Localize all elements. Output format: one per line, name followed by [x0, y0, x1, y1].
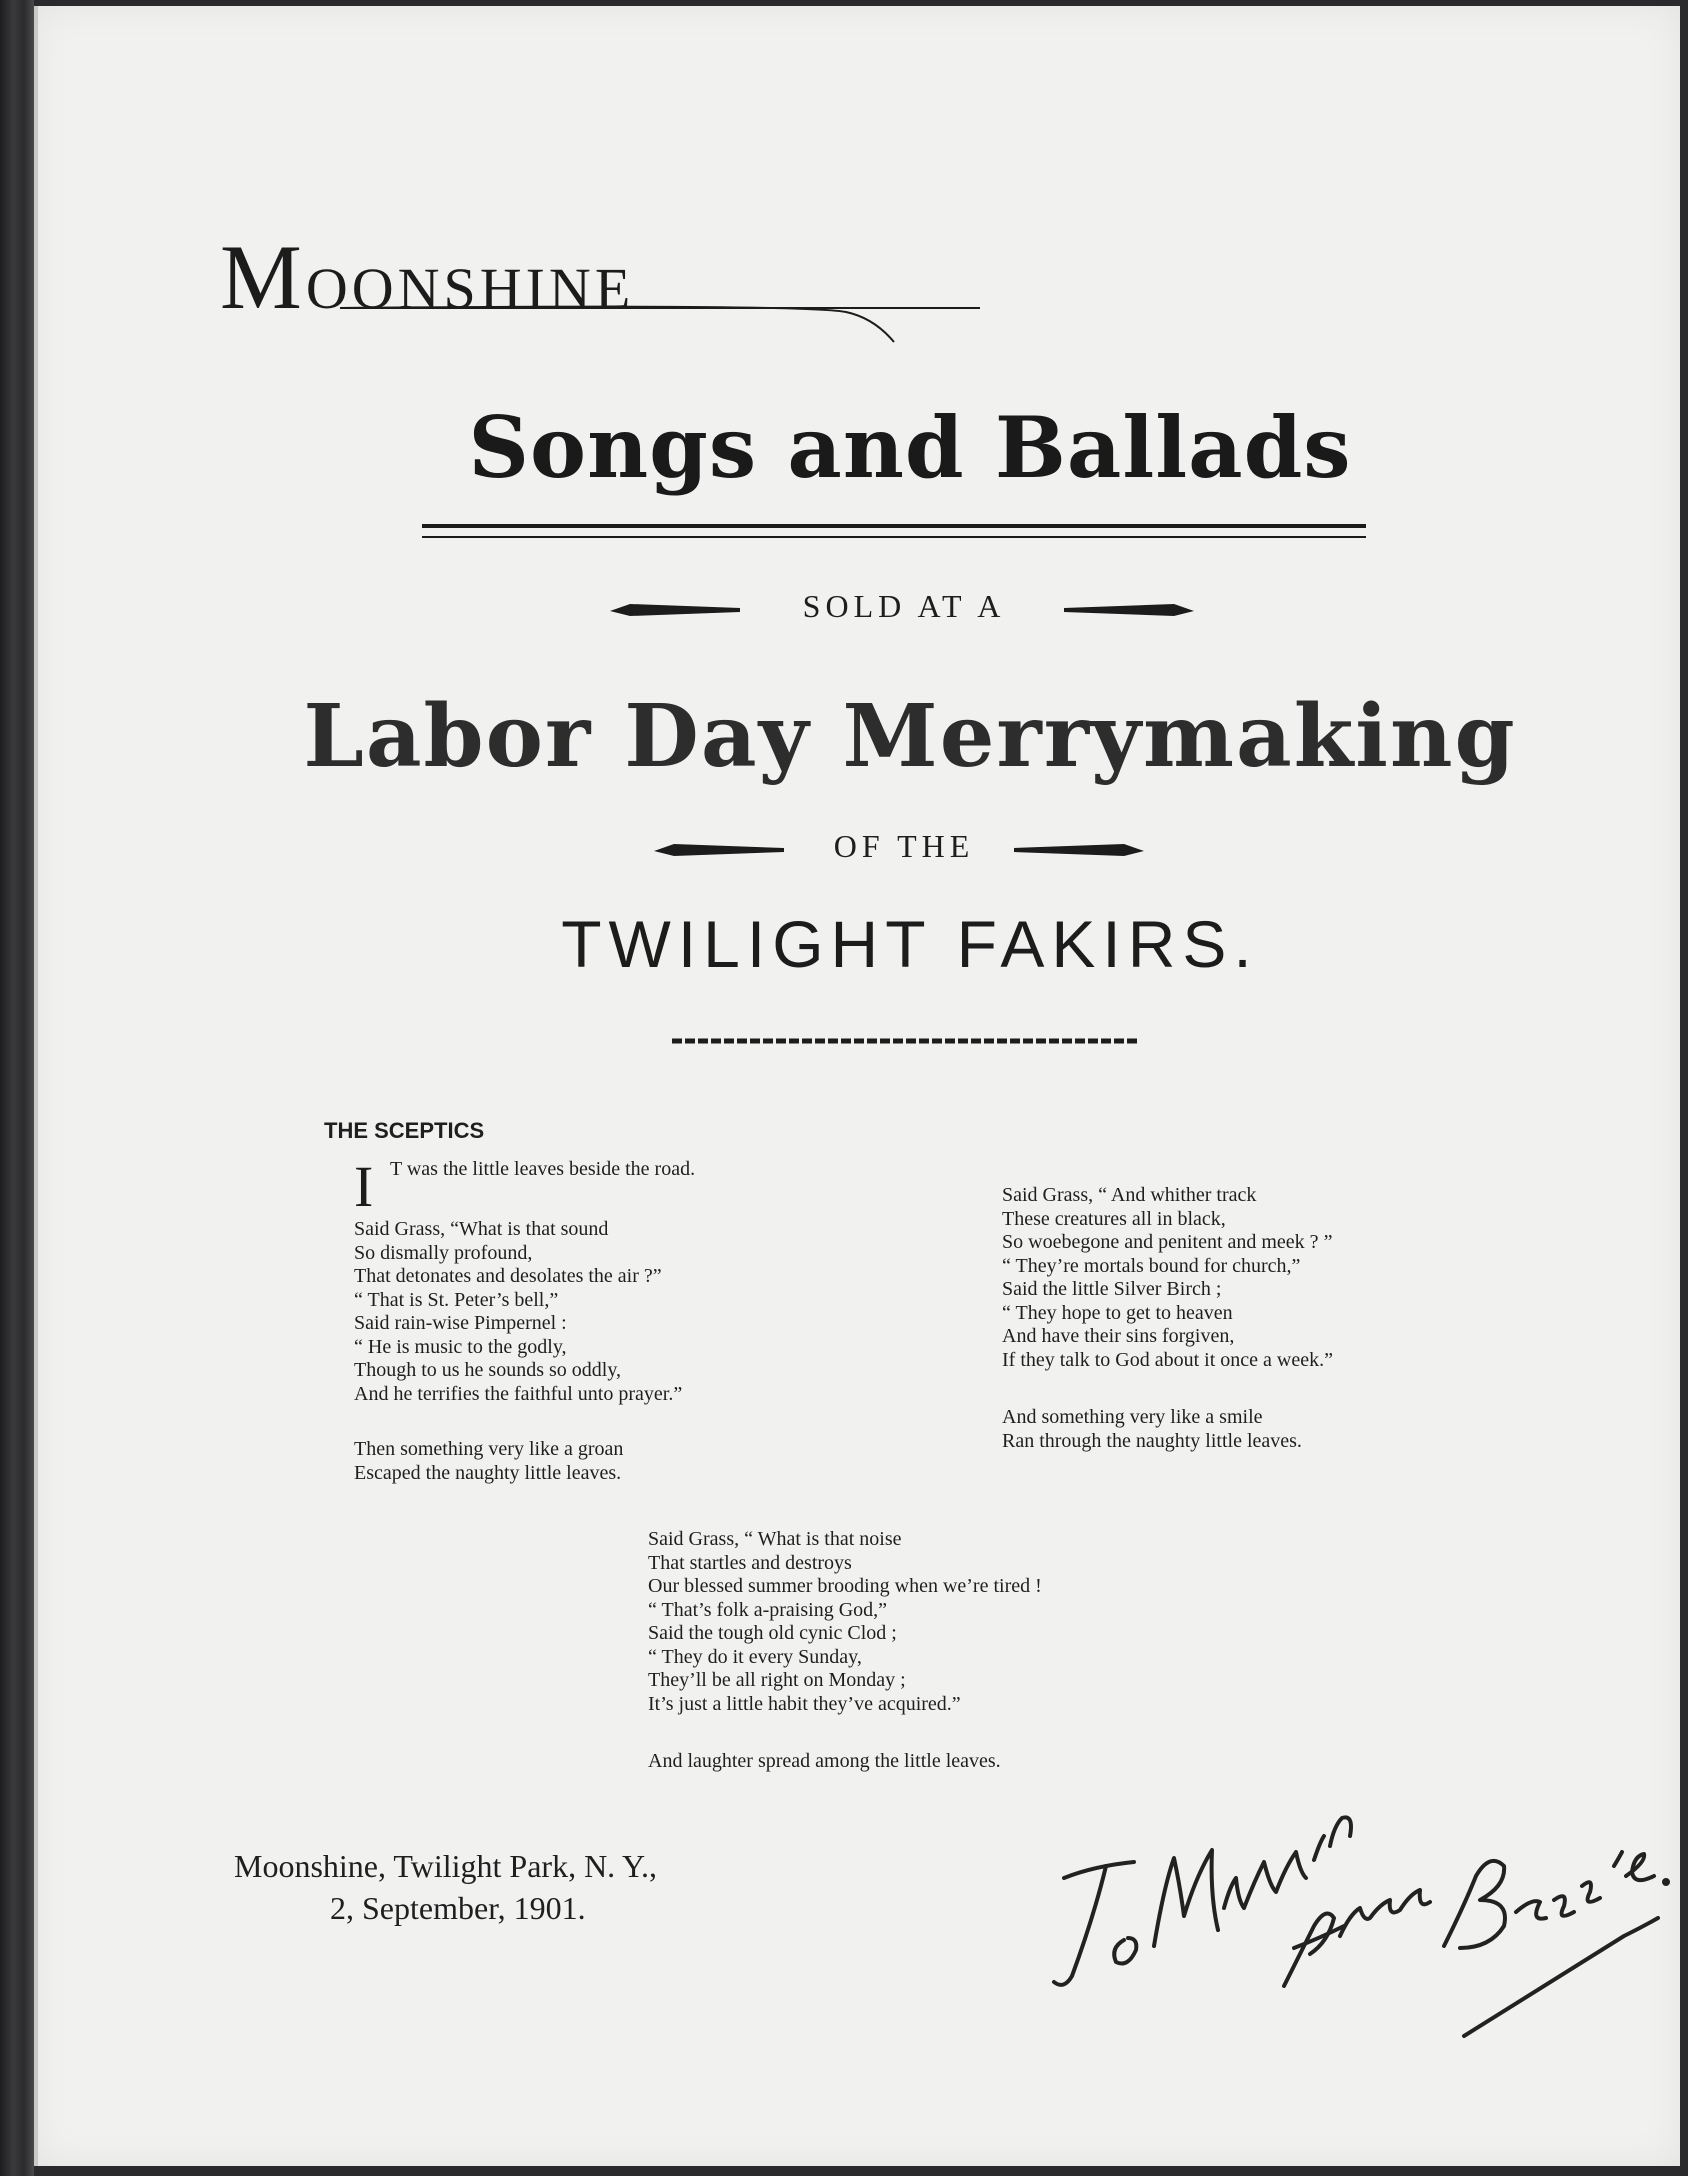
stanza-4	[1002, 1406, 1302, 1453]
verse-line: “ They hope to get to heaven	[1002, 1301, 1233, 1324]
book-page	[34, 6, 1680, 2166]
ofthe-right-ornament	[1014, 840, 1144, 860]
ornamental-divider	[670, 1034, 1150, 1048]
verse-line: These creatures all in black,	[1002, 1207, 1226, 1230]
sold-at-a-line: SOLD AT A	[802, 588, 1006, 624]
imprint-place: Moonshine, Twilight Park, N. Y.,	[234, 1848, 657, 1884]
verse-line: And something very like a smile	[1002, 1406, 1263, 1428]
verse-line: They’ll be all right on Monday ;	[648, 1669, 906, 1691]
verse-line: And laughter spread among the little leaves.	[648, 1750, 1001, 1772]
verse-line: Ran through the naughty little leaves.	[1002, 1429, 1302, 1452]
verse-line: Said Grass, “What is that sound	[354, 1218, 609, 1240]
stanza-6	[648, 1750, 1001, 1774]
moonshine-initial: M	[220, 226, 306, 328]
verse-line: Though to us he sounds so oddly,	[354, 1359, 622, 1381]
verse-line: “ That is St. Peter’s bell,”	[354, 1288, 559, 1311]
verse-line: Said Grass, “ What is that noise	[648, 1528, 902, 1550]
verse-line: That startles and destroys	[648, 1551, 852, 1574]
verse-line: Said the tough old cynic Clod ;	[648, 1622, 897, 1644]
verse-line: So dismally profound,	[354, 1241, 533, 1264]
verse-line: “ They’re mortals bound for church,”	[1002, 1254, 1301, 1277]
title-rule-bottom	[422, 536, 1366, 538]
drop-cap: I	[354, 1154, 374, 1219]
page-edge	[34, 6, 38, 2166]
of-the-line: OF THE	[833, 828, 975, 864]
verse-line: Said rain-wise Pimpernel :	[354, 1312, 567, 1334]
verse-line: Then something very like a groan	[354, 1438, 624, 1460]
title-rule-top	[422, 524, 1366, 528]
stanza-5	[648, 1528, 1042, 1716]
verse-line: That detonates and desolates the air ?”	[354, 1265, 662, 1287]
stanza-1	[354, 1218, 682, 1406]
poem-first-line: T was the little leaves beside the road.	[390, 1158, 696, 1180]
labor-day-merrymaking-title: Labor Day Merrymaking	[303, 686, 1517, 787]
imprint-date: 2, September, 1901.	[330, 1890, 586, 1926]
verse-line: And have their sins forgiven,	[1002, 1325, 1235, 1347]
verse-line: “ They do it every Sunday,	[648, 1645, 862, 1668]
verse-line: “ He is music to the godly,	[354, 1335, 567, 1358]
sold-right-ornament	[1064, 600, 1194, 620]
handwritten-inscription	[1024, 1686, 1684, 2046]
verse-line: Escaped the naughty little leaves.	[354, 1461, 622, 1484]
stanza-2	[354, 1438, 623, 1485]
verse-line: And he terrifies the faithful unto prayer.”	[354, 1382, 683, 1405]
verse-line: Our blessed summer brooding when we’re tired !	[648, 1575, 1042, 1597]
twilight-fakirs-title: TWILIGHT FAKIRS.	[561, 907, 1259, 981]
verse-line: Said the little Silver Birch ;	[1002, 1278, 1222, 1300]
verse-line: Said Grass, “ And whither track	[1002, 1184, 1257, 1206]
book-spine	[0, 0, 34, 2176]
poem-title: THE SCEPTICS	[324, 1118, 485, 1143]
verse-line: It’s just a little habit they’ve acquired.”	[648, 1692, 961, 1715]
moonshine-rest: OONSHINE	[305, 256, 635, 321]
verse-line: “ That’s folk a-praising God,”	[648, 1598, 888, 1621]
verse-line: If they talk to God about it once a week.”	[1002, 1348, 1333, 1371]
stanza-3	[1002, 1184, 1333, 1372]
songs-and-ballads-title: Songs and Ballads	[468, 398, 1352, 497]
moonshine-flourish	[334, 302, 994, 352]
verse-line: So woebegone and penitent and meek ? ”	[1002, 1231, 1333, 1253]
